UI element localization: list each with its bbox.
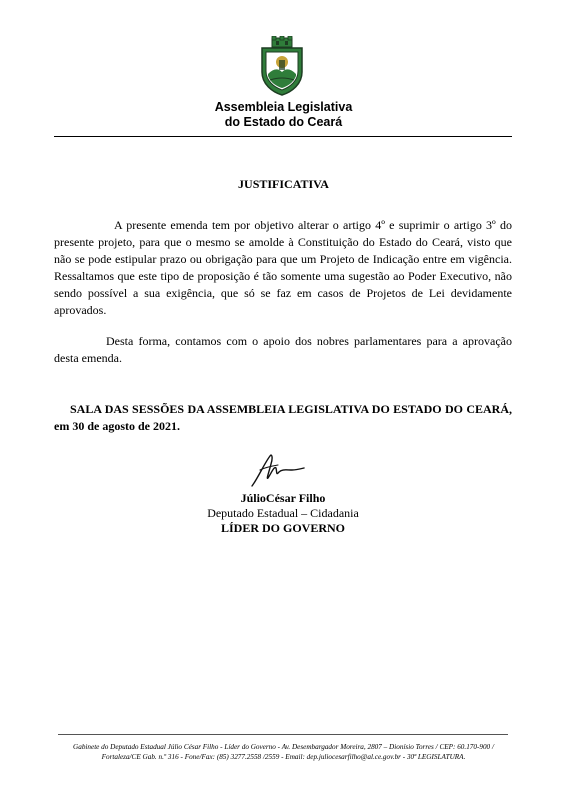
body-paragraph-2: Desta forma, contamos com o apoio dos nobres parlamentares para a aprovação desta emenda. [54,334,512,365]
footer-address-line2: Fortaleza/CE Gab. n.º 316 - Fone/Fax: (85) 3277.2558 /2559 - Email: dep.juliocesarfilho@al.ce.gov.br - 30ª LEGISLATURA. [101,753,466,761]
footer-divider [58,734,508,735]
assembly-name-line1: Assembleia Legislativa [214,100,353,114]
signer-name: JúlioCésar Filho [240,491,326,505]
footer-address-line1: Gabinete do Deputado Estadual Júlio César Filho - Líder do Governo - Av. Desembargador Moreira, 2807 – Dionísio Torres / CEP: 60.170-900 / [73,743,494,751]
coat-of-arms-icon [258,36,306,96]
body-paragraph-1: A presente emenda tem por objetivo alterar o artigo 4º e suprimir o artigo 3º do presente projeto, para que o mesmo se amolde à Constituição do Estado do Ceará, visto que não se pode estipular prazo ou obrigação para que um Projeto de Indicação entre em vigência. Ressaltamos que este tipo de proposição é tão somente uma sugestão ao Poder Executivo, não sendo possível a sua exigência, que só se faz em casos de Projetos de Lei devidamente aprovados. [54,218,512,317]
closing-statement: SALA DAS SESSÕES DA ASSEMBLEIA LEGISLATIVA DO ESTADO DO CEARÁ, em 30 de agosto de 2021. [54,402,512,433]
header-divider [54,136,512,137]
signer-position: LÍDER DO GOVERNO [220,521,345,535]
handwritten-signature [246,450,308,490]
document-title: JUSTIFICATIVA [238,177,329,191]
assembly-name-line2: do Estado do Ceará [224,115,343,129]
signer-role: Deputado Estadual – Cidadania [207,506,359,520]
